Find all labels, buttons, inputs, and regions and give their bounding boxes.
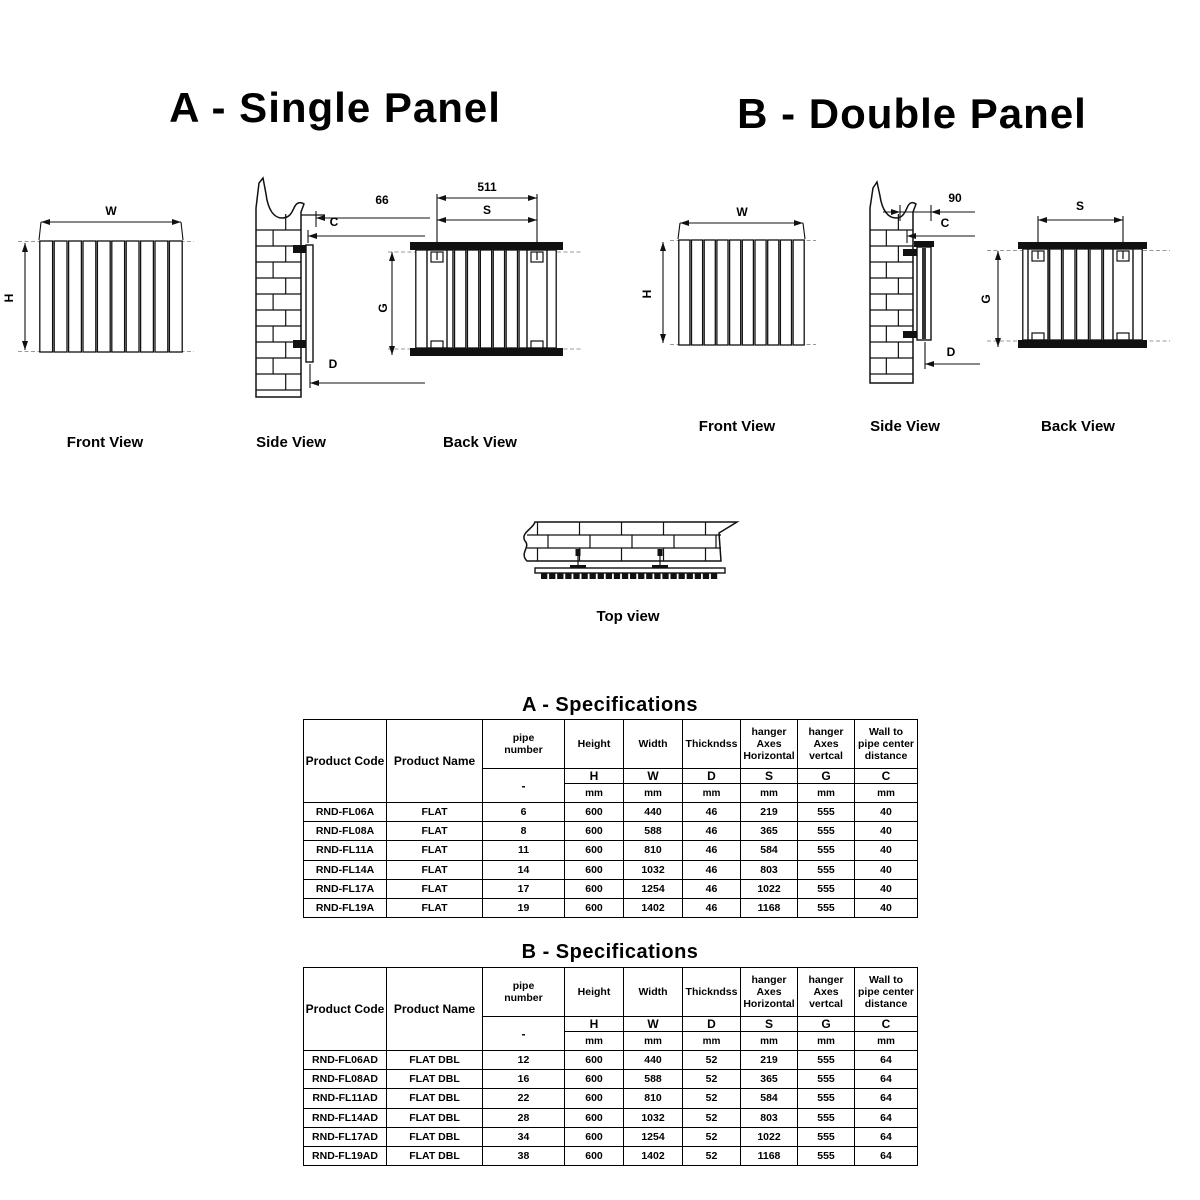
- spec-cell: 219: [741, 1051, 798, 1070]
- spec-unit-header: mm: [798, 1032, 855, 1051]
- spec-cell: 810: [624, 1089, 683, 1108]
- spec-cell: 64: [855, 1146, 918, 1165]
- spec-cell: 810: [624, 841, 683, 860]
- spec-col-header: Wall to pipe center distance: [855, 968, 918, 1017]
- spec-unit-header: mm: [624, 784, 683, 803]
- b-back-view-caption: Back View: [1041, 418, 1115, 435]
- b-front-view-drawing: [630, 195, 830, 360]
- spec-cell: 16: [483, 1070, 565, 1089]
- spec-cell: RND-FL11A: [304, 841, 387, 860]
- radiator-fins: [541, 574, 717, 580]
- spec-cell: FLAT: [387, 841, 483, 860]
- a-side-view-caption: Side View: [256, 434, 326, 451]
- spec-unit-header: mm: [741, 784, 798, 803]
- spec-cell: 803: [741, 1108, 798, 1127]
- spec-symbol-header: C: [855, 1017, 918, 1032]
- spec-cell: 52: [683, 1051, 741, 1070]
- dim-label-s: S: [482, 203, 492, 217]
- spec-cell: 600: [565, 898, 624, 917]
- spec-cell: RND-FL14AD: [304, 1108, 387, 1127]
- spec-cell: 555: [798, 803, 855, 822]
- spec-cell: 1254: [624, 1127, 683, 1146]
- spec-symbol-header: W: [624, 1017, 683, 1032]
- spec-cell: RND-FL11AD: [304, 1089, 387, 1108]
- spec-cell: 34: [483, 1127, 565, 1146]
- spec-cell: RND-FL06A: [304, 803, 387, 822]
- spec-symbol-header: S: [741, 769, 798, 784]
- spec-cell: 1168: [741, 898, 798, 917]
- spec-cell: RND-FL17A: [304, 879, 387, 898]
- spec-cell: 1168: [741, 1146, 798, 1165]
- a-back-view-drawing: [376, 168, 590, 393]
- spec-cell: 600: [565, 1070, 624, 1089]
- spec-col-header: Product Code: [304, 968, 387, 1051]
- spec-cell: 584: [741, 1089, 798, 1108]
- spec-cell: 555: [798, 841, 855, 860]
- a-front-view-drawing: [0, 195, 200, 370]
- spec-cell: 555: [798, 1146, 855, 1165]
- spec-cell: 46: [683, 898, 741, 917]
- mounting-bolt-right: [652, 549, 668, 569]
- spec-unit-header: mm: [624, 1032, 683, 1051]
- spec-cell: RND-FL08AD: [304, 1070, 387, 1089]
- spec-cell: FLAT: [387, 822, 483, 841]
- spec-col-header: Wall to pipe center distance: [855, 720, 918, 769]
- spec-cell: 64: [855, 1051, 918, 1070]
- spec-unit-header: mm: [741, 1032, 798, 1051]
- spec-row: [304, 1127, 918, 1146]
- spec-cell: 64: [855, 1108, 918, 1127]
- dim-label-h: H: [640, 289, 654, 299]
- spec-col-header: Product Name: [387, 720, 483, 803]
- top-rail: [410, 242, 563, 250]
- spec-col-header: Thickndss: [683, 968, 741, 1017]
- spec-row: [304, 1070, 918, 1089]
- spec-symbol-header: D: [683, 1017, 741, 1032]
- spec-col-header: Thickndss: [683, 720, 741, 769]
- spec-row: [304, 803, 918, 822]
- spec-cell: 555: [798, 879, 855, 898]
- spec-col-header: Product Name: [387, 968, 483, 1051]
- spec-cell: 40: [855, 879, 918, 898]
- spec-cell: 1022: [741, 879, 798, 898]
- spec-row: [304, 860, 918, 879]
- spec-unit-header: mm: [683, 1032, 741, 1051]
- spec-cell: 365: [741, 1070, 798, 1089]
- spec-cell: 40: [855, 841, 918, 860]
- spec-cell: 600: [565, 1108, 624, 1127]
- spec-a-title: A - Specifications: [521, 694, 699, 716]
- dim-label-offset: 66: [375, 193, 389, 207]
- spec-cell: 1032: [624, 1108, 683, 1127]
- spec-row: [304, 1108, 918, 1127]
- spec-cell: 64: [855, 1089, 918, 1108]
- spec-col-header: Width: [624, 720, 683, 769]
- spec-symbol-header: C: [855, 769, 918, 784]
- spec-symbol-header: H: [565, 769, 624, 784]
- spec-table-a: [303, 719, 918, 918]
- spec-cell: 11: [483, 841, 565, 860]
- dim-label-s: S: [1075, 199, 1085, 213]
- dim-label-g: G: [376, 303, 390, 313]
- spec-cell: 46: [683, 879, 741, 898]
- hanger-tube-left: [1028, 249, 1048, 340]
- radiator-slats: [679, 240, 804, 345]
- a-front-view-caption: Front View: [66, 434, 144, 451]
- spec-cell: 22: [483, 1089, 565, 1108]
- spec-cell: RND-FL19AD: [304, 1146, 387, 1165]
- spec-cell: 600: [565, 822, 624, 841]
- spec-cell: 600: [565, 860, 624, 879]
- a-back-view-caption: Back View: [443, 434, 517, 451]
- top-cap: [914, 241, 934, 247]
- spec-cell: 588: [624, 822, 683, 841]
- spec-col-header: Height: [565, 720, 624, 769]
- spec-symbol-header: S: [741, 1017, 798, 1032]
- spec-cell: FLAT: [387, 898, 483, 917]
- spec-unit-header: mm: [798, 784, 855, 803]
- b-front-view-caption: Front View: [698, 418, 776, 435]
- spec-cell: 1254: [624, 879, 683, 898]
- spec-cell: 600: [565, 841, 624, 860]
- wall-bricks: [256, 214, 301, 390]
- spec-col-header: Height: [565, 968, 624, 1017]
- spec-cell: 8: [483, 822, 565, 841]
- spec-symbol-header: W: [624, 769, 683, 784]
- spec-unit-header: mm: [683, 784, 741, 803]
- spec-cell: 46: [683, 803, 741, 822]
- spec-cell: 600: [565, 1089, 624, 1108]
- spec-cell: 555: [798, 1070, 855, 1089]
- spec-cell: FLAT DBL: [387, 1051, 483, 1070]
- spec-col-header: hanger Axes vertcal: [798, 720, 855, 769]
- spec-cell: 17: [483, 879, 565, 898]
- bottom-bracket: [293, 340, 306, 348]
- spec-cell: FLAT: [387, 803, 483, 822]
- spec-cell: 803: [741, 860, 798, 879]
- dim-label-offset: 90: [948, 191, 962, 205]
- spec-cell: FLAT DBL: [387, 1127, 483, 1146]
- spec-table-b: [303, 967, 918, 1166]
- spec-cell: FLAT: [387, 860, 483, 879]
- top-view-caption: Top view: [596, 608, 660, 625]
- dim-value-s: 511: [477, 180, 497, 194]
- spec-cell: 28: [483, 1108, 565, 1127]
- spec-col-header: Product Code: [304, 720, 387, 803]
- spec-cell: 40: [855, 898, 918, 917]
- spec-row: [304, 898, 918, 917]
- spec-cell: 14: [483, 860, 565, 879]
- spec-row: [304, 879, 918, 898]
- spec-cell: FLAT DBL: [387, 1089, 483, 1108]
- dim-label-d: D: [946, 345, 956, 359]
- spec-b-title: B - Specifications: [521, 941, 699, 963]
- spec-col-header: pipe number: [483, 720, 565, 769]
- dim-label-w: W: [736, 205, 748, 219]
- spec-cell: 555: [798, 1051, 855, 1070]
- spec-cell: 1402: [624, 898, 683, 917]
- spec-cell: 365: [741, 822, 798, 841]
- spec-cell: 600: [565, 1146, 624, 1165]
- spec-cell: 555: [798, 1089, 855, 1108]
- spec-cell: 555: [798, 1108, 855, 1127]
- spec-cell: 600: [565, 803, 624, 822]
- top-bracket: [903, 249, 917, 256]
- spec-symbol-header: -: [483, 769, 565, 803]
- spec-cell: 555: [798, 1127, 855, 1146]
- spec-symbol-header: D: [683, 769, 741, 784]
- spec-cell: 64: [855, 1070, 918, 1089]
- bottom-bracket: [903, 331, 917, 338]
- spec-cell: 1032: [624, 860, 683, 879]
- spec-cell: 600: [565, 1051, 624, 1070]
- spec-cell: 584: [741, 841, 798, 860]
- dim-label-g: G: [979, 294, 993, 304]
- spec-cell: 46: [683, 822, 741, 841]
- dim-label-w: W: [105, 204, 117, 218]
- spec-cell: RND-FL17AD: [304, 1127, 387, 1146]
- spec-col-header: hanger Axes vertcal: [798, 968, 855, 1017]
- spec-symbol-header: G: [798, 769, 855, 784]
- spec-cell: 46: [683, 841, 741, 860]
- mounting-bolt-left: [570, 549, 586, 569]
- spec-row: [304, 841, 918, 860]
- radiator-profile: [306, 245, 313, 362]
- top-view-drawing: [505, 505, 755, 600]
- spec-cell: 38: [483, 1146, 565, 1165]
- spec-cell: RND-FL06AD: [304, 1051, 387, 1070]
- spec-symbol-header: -: [483, 1017, 565, 1051]
- spec-cell: 440: [624, 803, 683, 822]
- spec-cell: 440: [624, 1051, 683, 1070]
- spec-cell: FLAT: [387, 879, 483, 898]
- dim-label-d: D: [328, 357, 338, 371]
- spec-cell: 52: [683, 1127, 741, 1146]
- panel-a-title: A - Single Panel: [169, 84, 501, 131]
- wall-outline: [256, 178, 304, 397]
- spec-cell: 555: [798, 822, 855, 841]
- hanger-tube-right: [527, 250, 547, 348]
- spec-cell: 40: [855, 803, 918, 822]
- spec-symbol-header: H: [565, 1017, 624, 1032]
- spec-cell: 40: [855, 860, 918, 879]
- dim-label-h: H: [2, 293, 16, 303]
- spec-cell: FLAT DBL: [387, 1146, 483, 1165]
- panel-b-title: B - Double Panel: [737, 90, 1087, 137]
- spec-cell: RND-FL19A: [304, 898, 387, 917]
- spec-unit-header: mm: [855, 784, 918, 803]
- spec-cell: RND-FL14A: [304, 860, 387, 879]
- spec-row: [304, 822, 918, 841]
- spec-cell: 555: [798, 860, 855, 879]
- spec-unit-header: mm: [855, 1032, 918, 1051]
- spec-cell: 52: [683, 1089, 741, 1108]
- hanger-tube-right: [1113, 249, 1133, 340]
- radiator-rail: [535, 568, 725, 573]
- top-rail: [1018, 242, 1147, 249]
- spec-row: [304, 1089, 918, 1108]
- spec-cell: 64: [855, 1127, 918, 1146]
- spec-cell: 52: [683, 1146, 741, 1165]
- spec-col-header: pipe number: [483, 968, 565, 1017]
- spec-cell: 600: [565, 879, 624, 898]
- dim-label-c: C: [329, 215, 339, 229]
- spec-row: [304, 1146, 918, 1165]
- spec-cell: 600: [565, 1127, 624, 1146]
- spec-cell: RND-FL08A: [304, 822, 387, 841]
- spec-cell: 52: [683, 1108, 741, 1127]
- spec-cell: FLAT DBL: [387, 1108, 483, 1127]
- spec-symbol-header: G: [798, 1017, 855, 1032]
- spec-col-header: Width: [624, 968, 683, 1017]
- spec-cell: 40: [855, 822, 918, 841]
- b-side-view-caption: Side View: [870, 418, 940, 435]
- spec-cell: 19: [483, 898, 565, 917]
- spec-cell: 588: [624, 1070, 683, 1089]
- spec-cell: 52: [683, 1070, 741, 1089]
- spec-col-header: hanger Axes Horizontal: [741, 720, 798, 769]
- b-back-view-drawing: [975, 168, 1175, 388]
- spec-cell: 1022: [741, 1127, 798, 1146]
- spec-unit-header: mm: [565, 1032, 624, 1051]
- spec-col-header: hanger Axes Horizontal: [741, 968, 798, 1017]
- spec-unit-header: mm: [565, 784, 624, 803]
- spec-cell: 12: [483, 1051, 565, 1070]
- spec-cell: 219: [741, 803, 798, 822]
- dim-label-c: C: [940, 216, 950, 230]
- hanger-tube-left: [427, 250, 447, 348]
- radiator-slats: [40, 241, 182, 352]
- spec-row: [304, 1051, 918, 1070]
- wall-bricks: [527, 522, 721, 561]
- spec-cell: 46: [683, 860, 741, 879]
- spec-cell: 1402: [624, 1146, 683, 1165]
- spec-cell: 6: [483, 803, 565, 822]
- spec-cell: 555: [798, 898, 855, 917]
- spec-cell: FLAT DBL: [387, 1070, 483, 1089]
- top-bracket: [293, 245, 306, 253]
